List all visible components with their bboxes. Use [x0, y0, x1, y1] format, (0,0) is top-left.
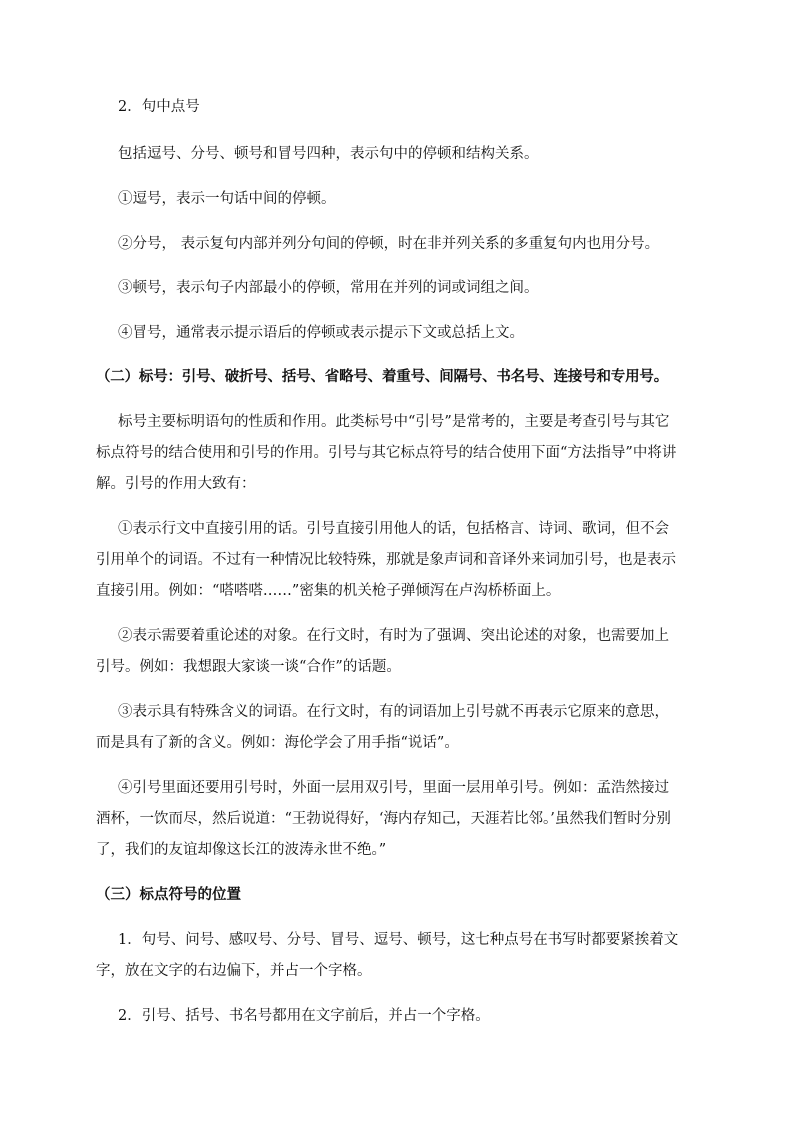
list-item-quote-emphasis: ②表示需要着重论述的对象。在行文时，有时为了强调、突出论述的对象，也需要加上引号。例如：我想跟大家谈一谈“合作”的话题。 [96, 628, 669, 675]
list-item-quote-special: ③表示具有特殊含义的词语。在行文时，有的词语加上引号就不再表示它原来的意思，而是具有了新的含义。例如：海伦学会了用手指“说话”。 [96, 704, 669, 751]
list-item-comma: ①逗号，表示一句话中间的停顿。 [118, 191, 336, 207]
list-item-semicolon: ②分号， 表示复句内部并列分句间的停顿，时在非并列关系的多重复句内也用分号。 [118, 236, 660, 252]
list-item-colon: ④冒号，通常表示提示语后的停顿或表示提示下文或总括上文。 [118, 325, 524, 341]
paragraph-intro: 包括逗号、分号、顿号和冒号四种，表示句中的停顿和结构关系。 [118, 146, 539, 162]
paragraph-marks-intro: 标号主要标明语句的性质和作用。此类标号中“引号”是常考的，主要是考查引号与其它标点符号的结合使用和引号的作用。引号与其它标点符号的结合使用下面“方法指导”中将讲解。引号的作用大致有： [96, 414, 677, 492]
section-heading-position: （三）标点符号的位置 [96, 887, 241, 903]
list-item-enumeration-comma: ③顿号，表示句子内部最小的停顿，常用在并列的词或词组之间。 [118, 280, 539, 296]
list-item-quote-direct: ①表示行文中直接引用的话。引号直接引用他人的话，包括格言、诗词、歌词，但不会引用单个的词语。不过有一种情况比较特殊，那就是象声词和音译外来词加引号，也是表示直接引用。例如：“嗒嗒嗒……”密集的机关枪子弹倾泻在卢沟桥桥面上。 [96, 521, 676, 599]
list-item-position-1: 1．句号、问号、感叹号、分号、冒号、逗号、顿号，这七种点号在书写时都要紧挨着文字，放在文字的右边偏下，并占一个字格。 [96, 932, 679, 979]
subsection-title: 2．句中点号 [118, 99, 200, 115]
list-item-position-2: 2．引号、括号、书名号都用在文字前后，并占一个字格。 [118, 1008, 490, 1024]
list-item-quote-nested: ④引号里面还要用引号时，外面一层用双引号，里面一层用单引号。例如：孟浩然接过酒杯，一饮而尽，然后说道：“王勃说得好，‘海内存知己，天涯若比邻。’虽然我们暂时分别了，我们的友谊却像这长江的波涛永世不绝。” [96, 780, 671, 858]
section-heading-marks: （二）标号：引号、破折号、括号、省略号、着重号、间隔号、书名号、连接号和专用号。 [96, 369, 668, 385]
